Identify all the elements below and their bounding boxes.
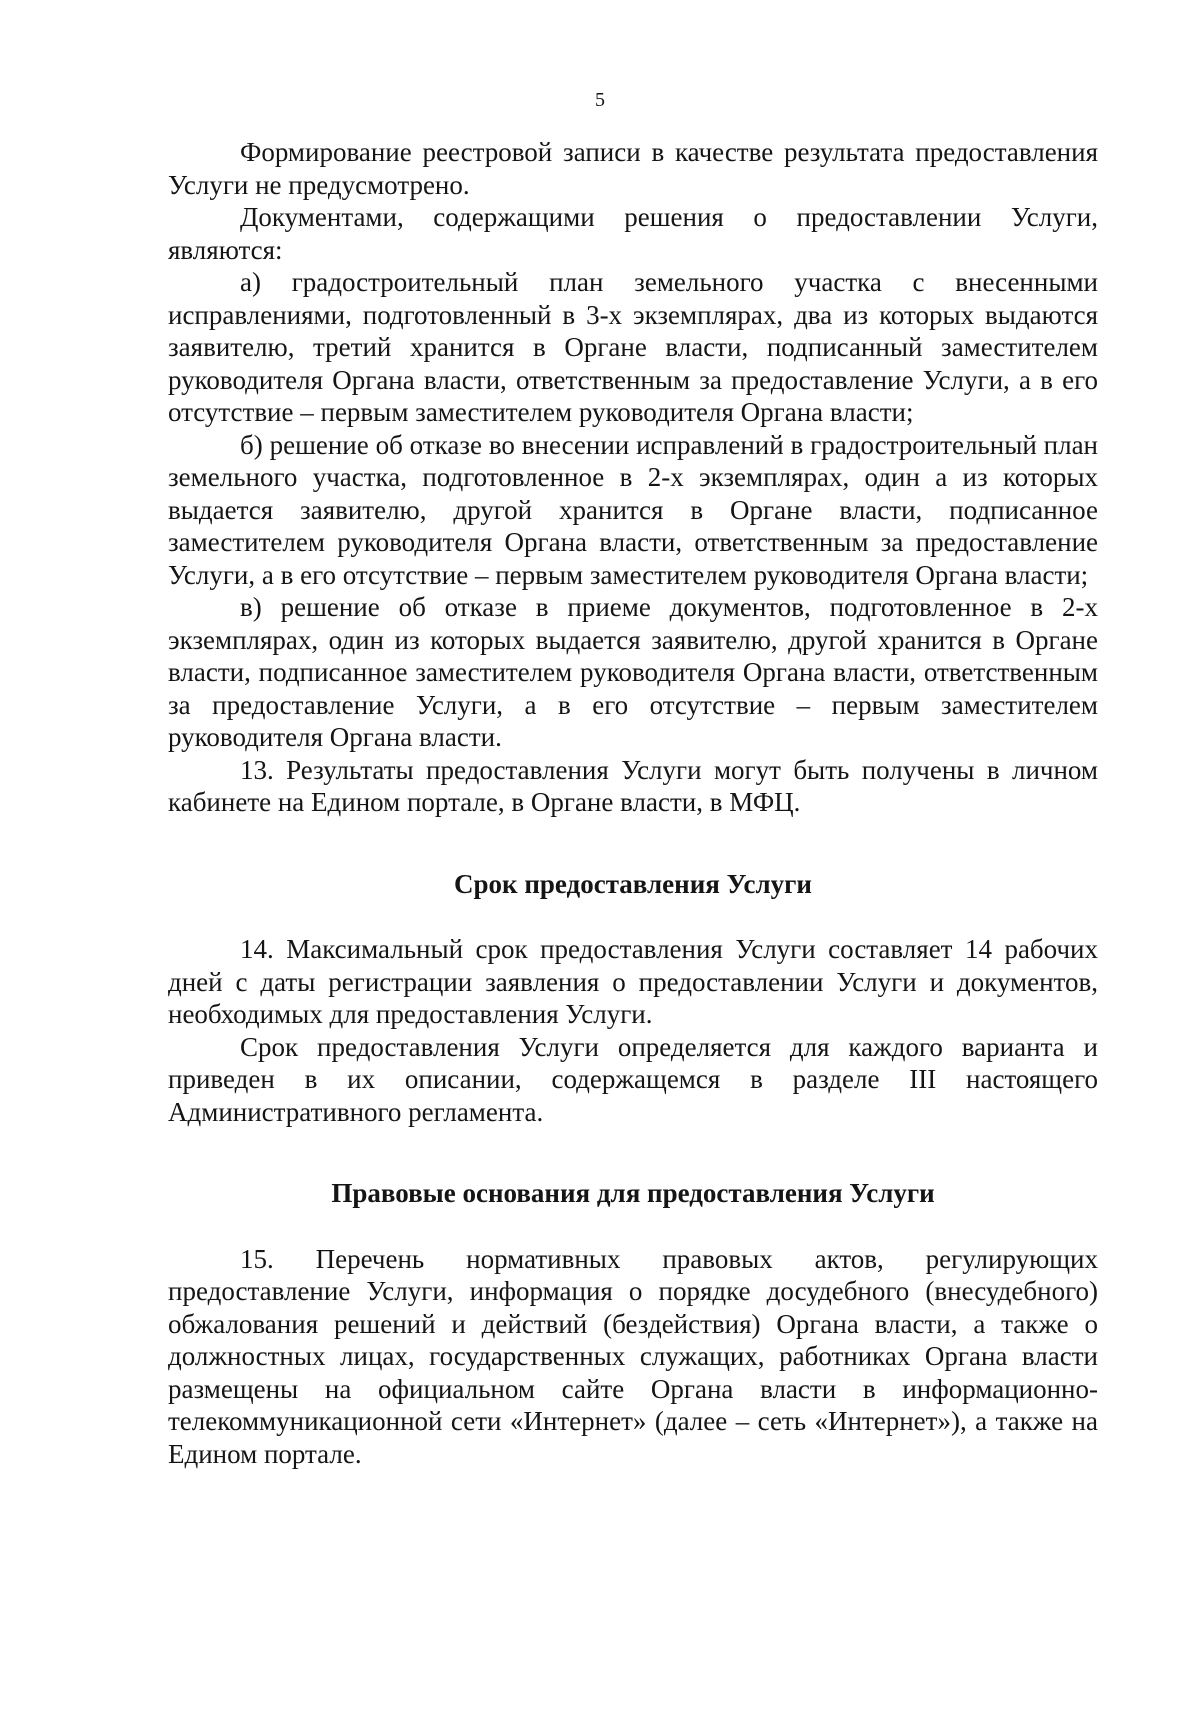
- document-body: [168, 136, 1098, 1470]
- paragraph-item-b: б) решение об отказе во внесении исправлений в градостроительный план земельного участка, подготовленное в 2-х экземплярах, один а из которых выдается заявителю, другой хранится в Органе власти, подписанное заместителем руководителя Органа власти, ответственным за предоставление Услуги, а в его отсутствие – первым заместителем руководителя Органа власти;: [168, 429, 1098, 590]
- section-term-body: [168, 933, 1098, 1128]
- paragraph-registry-record: Формирование реестровой записи в качестве результата предоставления Услуги не предусмотрено.: [168, 137, 1098, 200]
- paragraph-term-variants: Срок предоставления Услуги определяется для каждого варианта и приведен в их описании, содержащемся в разделе III настоящего Административного регламента.: [168, 1031, 1098, 1127]
- section-heading-legal-basis: Правовые основания для предоставления Услуги: [331, 1178, 935, 1208]
- paragraph-13: 13. Результаты предоставления Услуги могут быть получены в личном кабинете на Едином портале, в Органе власти, в МФЦ.: [168, 754, 1098, 817]
- paragraph-item-c: в) решение об отказе в приеме документов, подготовленное в 2-х экземплярах, один из которых выдается заявителю, другой хранится в Органе власти, подписанное заместителем руководителя Органа власти, ответственным за предоставление Услуги, а в его отсутствие – первым заместителем руководителя Органа власти.: [168, 592, 1098, 752]
- paragraph-14: 14. Максимальный срок предоставления Услуги составляет 14 рабочих дней с даты регистрации заявления о предоставлении Услуги и документов, необходимых для предоставления Услуги.: [168, 934, 1098, 1029]
- section-legal-body: [168, 1243, 1098, 1471]
- paragraph-15: 15. Перечень нормативных правовых актов, регулирующих предоставление Услуги, информация о порядке досудебного (внесудебного) обжалования решений и действий (бездействия) Органа власти, а также о должностных лицах, государственных служащих, работниках Органа власти размещены на официальном сайте Органа власти в информационно-телекоммуникационной сети «Интернет» (далее – сеть «Интернет»), а также на Едином портале.: [168, 1243, 1098, 1469]
- page-number: 5: [595, 89, 605, 111]
- section-heading-term: Срок предоставления Услуги: [454, 868, 812, 899]
- paragraph-decision-documents: Документами, содержащими решения о предоставлении Услуги, являются:: [168, 202, 1098, 265]
- paragraph-item-a: а) градостроительный план земельного участка с внесенными исправлениями, подготовленный в 3-х экземплярах, два из которых выдаются заявителю, третий хранится в Органе власти, подписанный заместителем руководителя Органа власти, ответственным за предоставление Услуги, а в его отсутствие – первым заместителем руководителя Органа власти;: [168, 267, 1098, 427]
